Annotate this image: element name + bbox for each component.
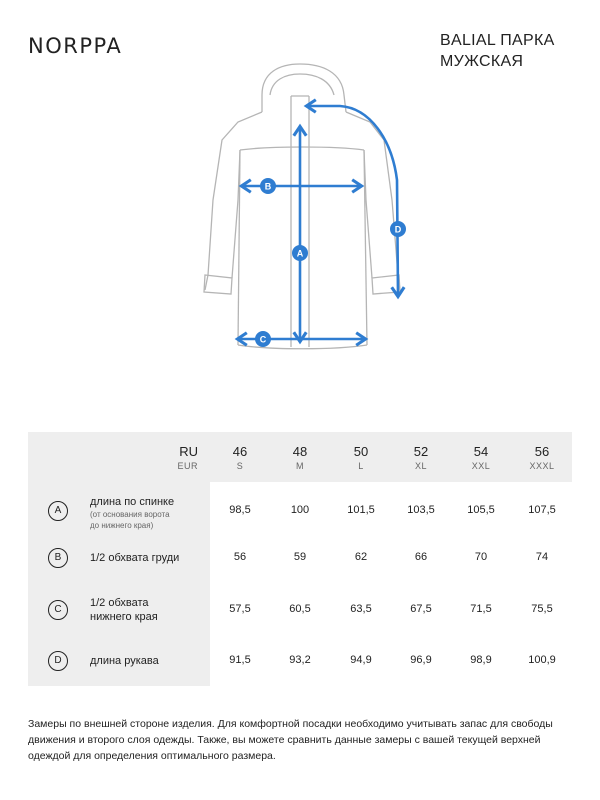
row-label-line: нижнего края bbox=[90, 611, 158, 623]
parka-diagram bbox=[190, 60, 420, 360]
header-eur-size: S bbox=[236, 461, 244, 471]
table-cell: 98,5 bbox=[229, 504, 251, 516]
table-cell: 98,9 bbox=[470, 654, 492, 666]
footer-note-line: движения и второго слоя одежды. Также, вы можете сравнить данные замеры с вашей текущей верхней bbox=[28, 734, 541, 746]
footer-note bbox=[28, 716, 576, 764]
table-row bbox=[28, 636, 572, 686]
table-row bbox=[28, 486, 572, 536]
table-cell: 67,5 bbox=[410, 603, 432, 615]
row-note-line: (от основания ворота bbox=[90, 510, 170, 519]
parka-outline bbox=[204, 64, 400, 349]
table-cell: 103,5 bbox=[407, 504, 435, 516]
table-cell: 66 bbox=[414, 551, 428, 563]
table-cell: 57,5 bbox=[229, 603, 251, 615]
header-ru-size: 46 bbox=[232, 444, 248, 459]
table-cell: 91,5 bbox=[229, 654, 251, 666]
row-label-text: длина по спинке bbox=[90, 496, 175, 508]
table-cell: 60,5 bbox=[289, 603, 311, 615]
header-ru-size: 50 bbox=[353, 444, 369, 459]
table-cell: 56 bbox=[233, 551, 247, 563]
table-row bbox=[28, 586, 572, 636]
table-cell: 93,2 bbox=[289, 654, 311, 666]
table-cell: 62 bbox=[354, 551, 368, 563]
table-cell: 96,9 bbox=[410, 654, 432, 666]
header-ru-size: 48 bbox=[292, 444, 308, 459]
footer-note-line: одеждой для определения оптимального размера. bbox=[28, 750, 276, 762]
table-cell: 71,5 bbox=[470, 603, 492, 615]
header-eur-size: XL bbox=[414, 461, 427, 471]
table-cell: 101,5 bbox=[347, 504, 375, 516]
product-title-line2: МУЖСКАЯ bbox=[440, 53, 524, 70]
table-cell: 75,5 bbox=[531, 603, 553, 615]
row-label: 1/2 обхвата груди bbox=[90, 552, 180, 564]
header-ru-size: 52 bbox=[413, 444, 429, 459]
row-letter-badge: D bbox=[48, 651, 68, 671]
row-letter-badge: B bbox=[48, 548, 68, 568]
row-note-line: до нижнего края) bbox=[90, 521, 154, 530]
header-eur-size: L bbox=[358, 461, 364, 471]
product-title bbox=[440, 30, 590, 72]
table-cell: 100 bbox=[290, 504, 310, 516]
footer-note-line: Замеры по внешней стороне изделия. Для комфортной посадки необходимо учитывать запас для свободы bbox=[28, 718, 553, 730]
table-cell: 94,9 bbox=[350, 654, 372, 666]
brand-logo: NORPPA bbox=[28, 34, 123, 58]
row-letter-badge: A bbox=[48, 501, 68, 521]
badge-a-label: A bbox=[296, 248, 304, 259]
table-row bbox=[28, 536, 572, 586]
table-cell: 63,5 bbox=[350, 603, 372, 615]
header-eur-size: XXXL bbox=[529, 461, 555, 471]
table-cell: 70 bbox=[474, 551, 488, 563]
row-label-line: 1/2 обхвата bbox=[90, 597, 149, 609]
measure-badges bbox=[255, 178, 406, 347]
table-cell: 59 bbox=[293, 551, 307, 563]
header-eur-size: M bbox=[296, 461, 304, 471]
badge-b-label: B bbox=[264, 181, 272, 192]
badge-d-label: D bbox=[394, 224, 402, 235]
header-ru-size: 54 bbox=[473, 444, 489, 459]
header-eur-label: EUR bbox=[177, 461, 198, 471]
row-label: длина рукава bbox=[90, 655, 159, 667]
header-ru-size: 56 bbox=[534, 444, 550, 459]
table-cell: 74 bbox=[535, 551, 549, 563]
table-cell: 105,5 bbox=[467, 504, 495, 516]
row-letter-badge: C bbox=[48, 600, 68, 620]
badge-c-label: C bbox=[259, 334, 267, 345]
measure-d-line bbox=[308, 106, 398, 295]
header-eur-size: XXL bbox=[471, 461, 491, 471]
row-label bbox=[90, 495, 174, 531]
table-cell: 107,5 bbox=[528, 504, 556, 516]
size-table-header bbox=[28, 432, 572, 482]
header-ru-label: RU bbox=[179, 444, 198, 459]
measure-lines bbox=[239, 106, 398, 340]
product-title-line1: BALIAL ПАРКА bbox=[440, 32, 555, 49]
row-label bbox=[90, 596, 158, 624]
size-table bbox=[28, 432, 572, 686]
table-cell: 100,9 bbox=[528, 654, 556, 666]
